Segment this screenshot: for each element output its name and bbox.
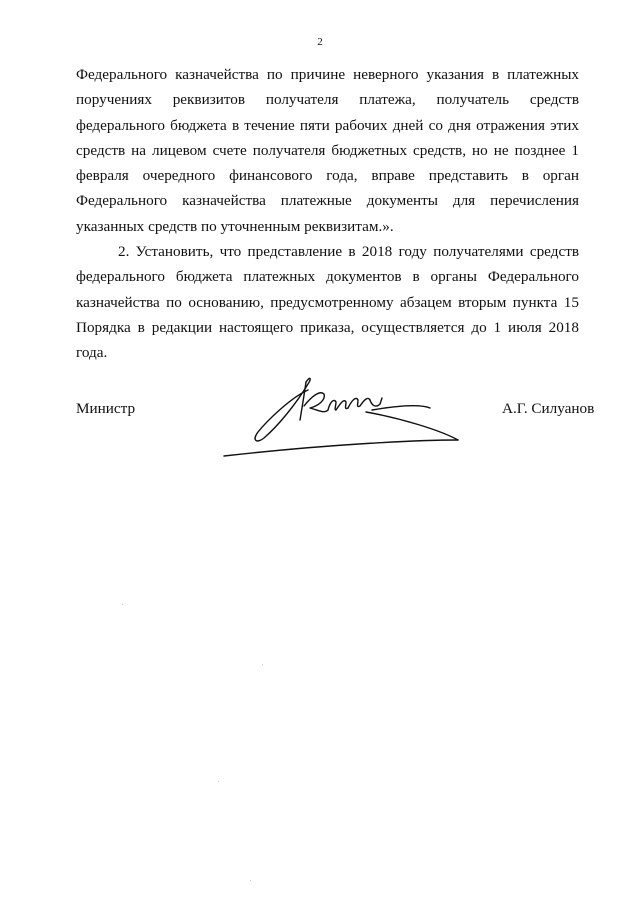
- handwritten-signature: [220, 370, 470, 466]
- scan-speck: [250, 880, 251, 881]
- scan-speck: [218, 781, 219, 782]
- paragraph-item-2: 2. Установить, что представление в 2018 году получателями средств федерального бюджета платежных документов в органы Федерального казначейства по основанию, предусмотренному абзацем вторым пункта 15 Порядка в редакции настоящего приказа, осуществляется до 1 июля 2018 года.: [76, 243, 579, 362]
- page-number: 2: [317, 36, 323, 48]
- scan-speck: [262, 664, 263, 665]
- document-body: [76, 62, 579, 366]
- signer-name: А.Г. Силуанов: [502, 400, 595, 417]
- paragraph-continuation: Федерального казначейства по причине неверного указания в платежных поручениях реквизитов получателя платежа, получатель средств федерального бюджета в течение пяти рабочих дней со дня отражения этих средств на лицевом счете получателя бюджетных средств, но не позднее 1 февраля очередного финансового года, вправе представить в орган Федерального казначейства платежные документы для перечисления указанных средств по уточненным реквизитам.».: [76, 66, 579, 235]
- scan-speck: [122, 604, 123, 605]
- signature-block: [76, 370, 596, 470]
- signer-title: Министр: [76, 400, 136, 417]
